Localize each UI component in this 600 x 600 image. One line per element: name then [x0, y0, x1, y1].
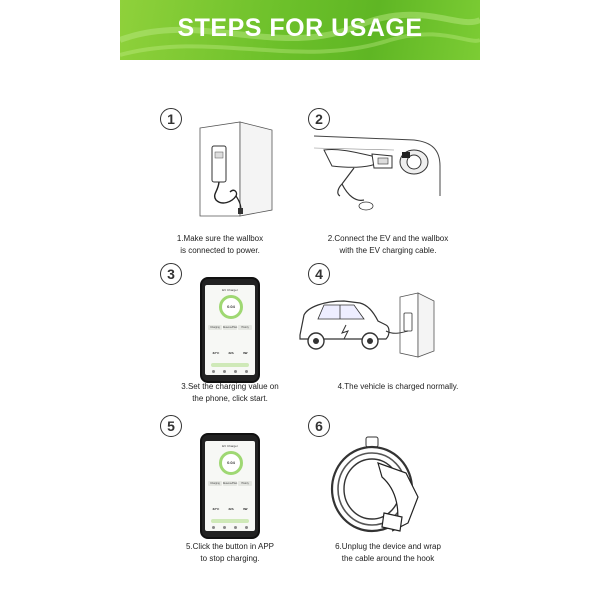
step-number: 6 [308, 415, 330, 437]
smartphone-icon [200, 277, 260, 383]
step-2 [308, 108, 528, 258]
caption-line: 5.Click the button in APP [185, 542, 275, 551]
caption-line: 6.Unplug the device and wrap [335, 542, 441, 551]
charging-dial [219, 295, 243, 319]
app-bottom-nav [208, 526, 252, 529]
app-bottom-nav [208, 370, 252, 373]
caption-line: 1.Make sure the wallbox [176, 234, 264, 243]
app-screen [205, 441, 255, 531]
stat-power: 0W [242, 351, 248, 355]
charging-dial [219, 451, 243, 475]
dial-value: 0.04 [227, 304, 235, 309]
dial-value: 0.04 [227, 460, 235, 465]
step-number: 4 [308, 263, 330, 285]
caption-line: 4.The vehicle is charged normally. [337, 382, 459, 391]
step-caption [278, 541, 498, 565]
step-caption [278, 233, 498, 257]
app-tab: History [238, 325, 252, 330]
app-tab: Reserve/Plan [222, 482, 238, 485]
step-number: 2 [308, 108, 330, 130]
app-stats [208, 351, 252, 355]
app-tab: Charging [208, 325, 222, 330]
caption-line: with the EV charging cable. [339, 246, 437, 255]
app-start-button [211, 363, 249, 367]
app-screen [205, 285, 255, 375]
app-tab: Charging [208, 481, 222, 486]
stat-current: 32A [228, 351, 234, 355]
app-title: EV Charger [222, 444, 238, 448]
page-title: STEPS FOR USAGE [177, 14, 423, 42]
app-tab: Reserve/Plan [222, 326, 238, 329]
caption-line: 2.Connect the EV and the wallbox [327, 234, 449, 243]
app-tab-row [208, 325, 252, 330]
caption-line: is connected to power. [180, 246, 260, 255]
electric-car-icon [294, 287, 444, 387]
caption-line: the cable around the hook [341, 554, 435, 563]
app-tab-row [208, 481, 252, 486]
wallbox-icon [190, 116, 290, 226]
step-caption [288, 381, 508, 393]
step-number: 3 [160, 263, 182, 285]
stat-temp: 32°C [212, 507, 220, 511]
caption-line: to stop charging. [200, 554, 260, 563]
step-number: 5 [160, 415, 182, 437]
ev-plug-icon [314, 126, 444, 236]
stat-temp: 32°C [212, 351, 220, 355]
step-6 [308, 415, 528, 565]
app-stats [208, 507, 252, 511]
smartphone-icon [200, 433, 260, 539]
app-stop-button [211, 519, 249, 523]
caption-line: the phone, click start. [192, 394, 268, 403]
stat-power: 0W [242, 507, 248, 511]
app-tab: History [238, 481, 252, 486]
header-banner [120, 0, 480, 60]
caption-line: 3.Set the charging value on [181, 382, 279, 391]
coiled-cable-icon [322, 433, 432, 543]
stat-current: 32A [228, 507, 234, 511]
app-title: EV Charger [222, 288, 238, 292]
step-number: 1 [160, 108, 182, 130]
step-4 [308, 263, 528, 413]
